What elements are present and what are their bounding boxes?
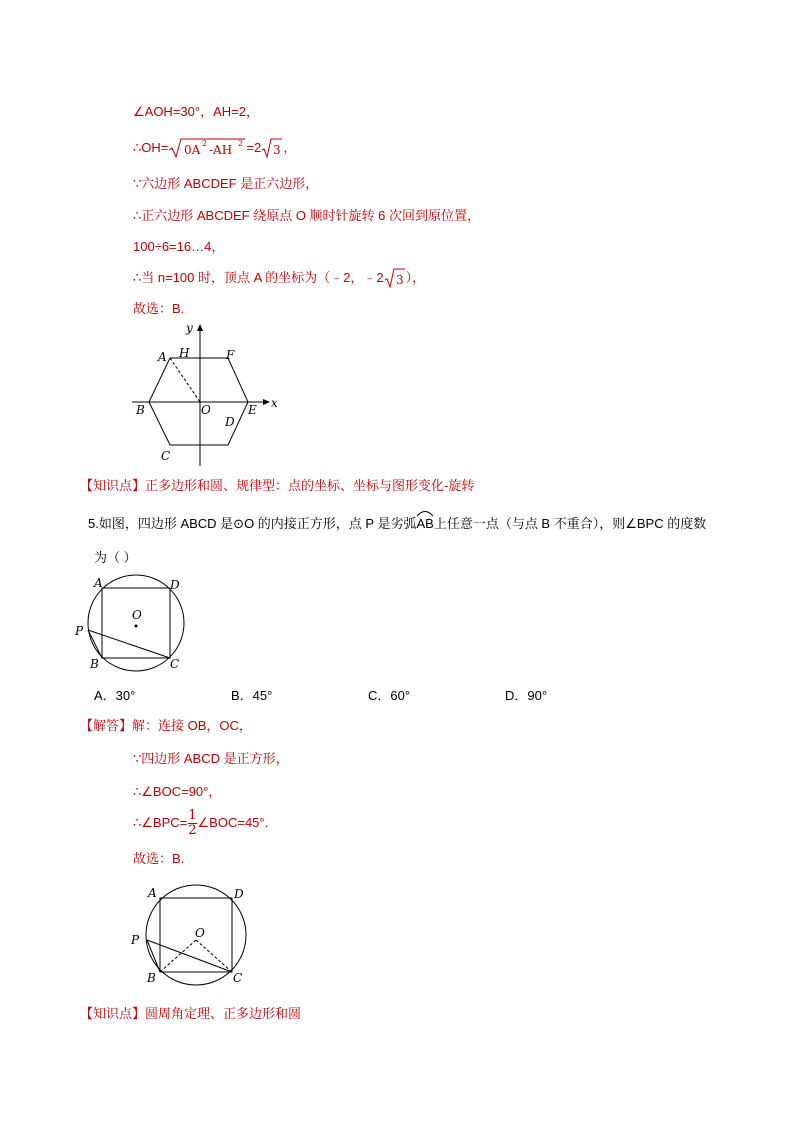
fig2-label-d: D — [170, 578, 180, 592]
question-5-line2: 为（ ） — [94, 550, 137, 565]
fraction-numerator: 1 — [188, 807, 197, 823]
fraction-one-half — [188, 809, 196, 838]
knowledge-point-1 — [80, 477, 474, 495]
question-5 — [88, 515, 706, 533]
svg-text:3: 3 — [273, 143, 281, 157]
fraction-denominator: 2 — [188, 822, 197, 838]
sol-line-oh — [133, 137, 296, 159]
fig1-label-o: O — [201, 403, 211, 417]
arc-ab — [416, 515, 433, 533]
sol-line-coordinate — [133, 267, 425, 289]
svg-text:2: 2 — [202, 139, 208, 148]
svg-text:2: 2 — [238, 139, 244, 148]
answer-bpc-suffix: ∠BOC=45°. — [197, 815, 269, 830]
svg-text:-AH: -AH — [209, 143, 233, 157]
fig3-label-c: C — [233, 971, 243, 985]
answer-tag: 【解答】 — [80, 718, 133, 733]
fig2-label-c: C — [170, 657, 180, 671]
answer-line-choice: 故选：B. — [133, 851, 185, 866]
option-b[interactable]: B．45° — [231, 688, 273, 703]
fig1-label-b: B — [136, 403, 145, 417]
circle-square-solution-figure — [128, 880, 258, 990]
answer-intro-text: 解：连接 OB，OC， — [132, 718, 252, 733]
answer-line-bpc — [133, 808, 268, 838]
answer-intro — [80, 717, 252, 735]
sqrt-3 — [261, 137, 283, 159]
sol-line-division: 100÷6=16…4， — [133, 239, 225, 254]
sol-oh-suffix: ， — [283, 140, 297, 155]
sol-oh-prefix: ∴OH= — [133, 140, 169, 155]
sol-line-hexagon: ∵六边形 ABCDEF 是正六边形， — [133, 176, 319, 191]
fig3-label-b: B — [147, 971, 156, 985]
fig2-label-a: A — [94, 576, 103, 590]
sqrt-oa-ah — [168, 137, 246, 159]
fig2-label-p: P — [75, 624, 84, 638]
sol-coord-suffix: ）， — [405, 270, 426, 285]
fig1-label-y: y — [186, 321, 193, 335]
svg-text:0A: 0A — [184, 143, 201, 157]
fig1-label-f: F — [226, 348, 235, 362]
sol-line-choice: 故选：B. — [133, 301, 185, 316]
circle-square-figure — [72, 572, 202, 676]
answer-bpc-prefix: ∴∠BPC= — [133, 815, 188, 830]
fig2-label-o: O — [132, 608, 142, 622]
svg-text:3: 3 — [395, 273, 404, 287]
sol-oh-equals: =2 — [246, 140, 262, 155]
kp1-text: 正多边形和圆、规律型：点的坐标、坐标与图形变化-旋转 — [145, 478, 475, 493]
fig1-label-a: A — [158, 350, 167, 364]
hexagon-figure — [128, 318, 288, 470]
q5-pre: 5.如图，四边形 ABCD 是⊙O 的内接正方形，点 P 是劣弧 — [88, 516, 417, 531]
fig3-label-o: O — [195, 926, 205, 940]
sol-line-rotation: ∴正六边形 ABCDEF 绕原点 O 顺时针旋转 6 次回到原位置， — [133, 208, 481, 223]
kp1-tag: 【知识点】 — [80, 478, 146, 493]
option-c[interactable]: C．60° — [368, 688, 411, 703]
q5-post: 上任意一点（与点 B 不重合），则∠BPC 的度数 — [433, 516, 707, 531]
knowledge-point-2 — [80, 1005, 301, 1023]
option-d[interactable]: D．90° — [505, 688, 548, 703]
arc-ab-label: AB — [416, 516, 434, 531]
sqrt-3-coord — [384, 267, 406, 289]
fig3-label-p: P — [131, 933, 140, 947]
sol-coord-prefix: ∴当 n=100 时，顶点 A 的坐标为（﹣2，﹣2 — [133, 270, 384, 285]
fig1-label-x: x — [271, 396, 278, 410]
fig2-label-b: B — [90, 657, 99, 671]
fig3-label-d: D — [234, 887, 244, 901]
fig1-label-h: H — [179, 346, 190, 360]
sol-line-angle: ∠AOH=30°，AH=2， — [133, 104, 259, 119]
fig1-label-e: E — [248, 403, 257, 417]
kp2-tag: 【知识点】 — [80, 1006, 146, 1021]
fig3-label-a: A — [148, 886, 157, 900]
option-a[interactable]: A．30° — [94, 688, 136, 703]
answer-line-boc: ∴∠BOC=90°， — [133, 784, 222, 799]
kp2-text: 圆周角定理、正多边形和圆 — [145, 1006, 302, 1021]
fig1-label-c: C — [161, 449, 171, 463]
fig1-label-d: D — [225, 415, 235, 429]
answer-line-square: ∵四边形 ABCD 是正方形， — [133, 751, 289, 766]
